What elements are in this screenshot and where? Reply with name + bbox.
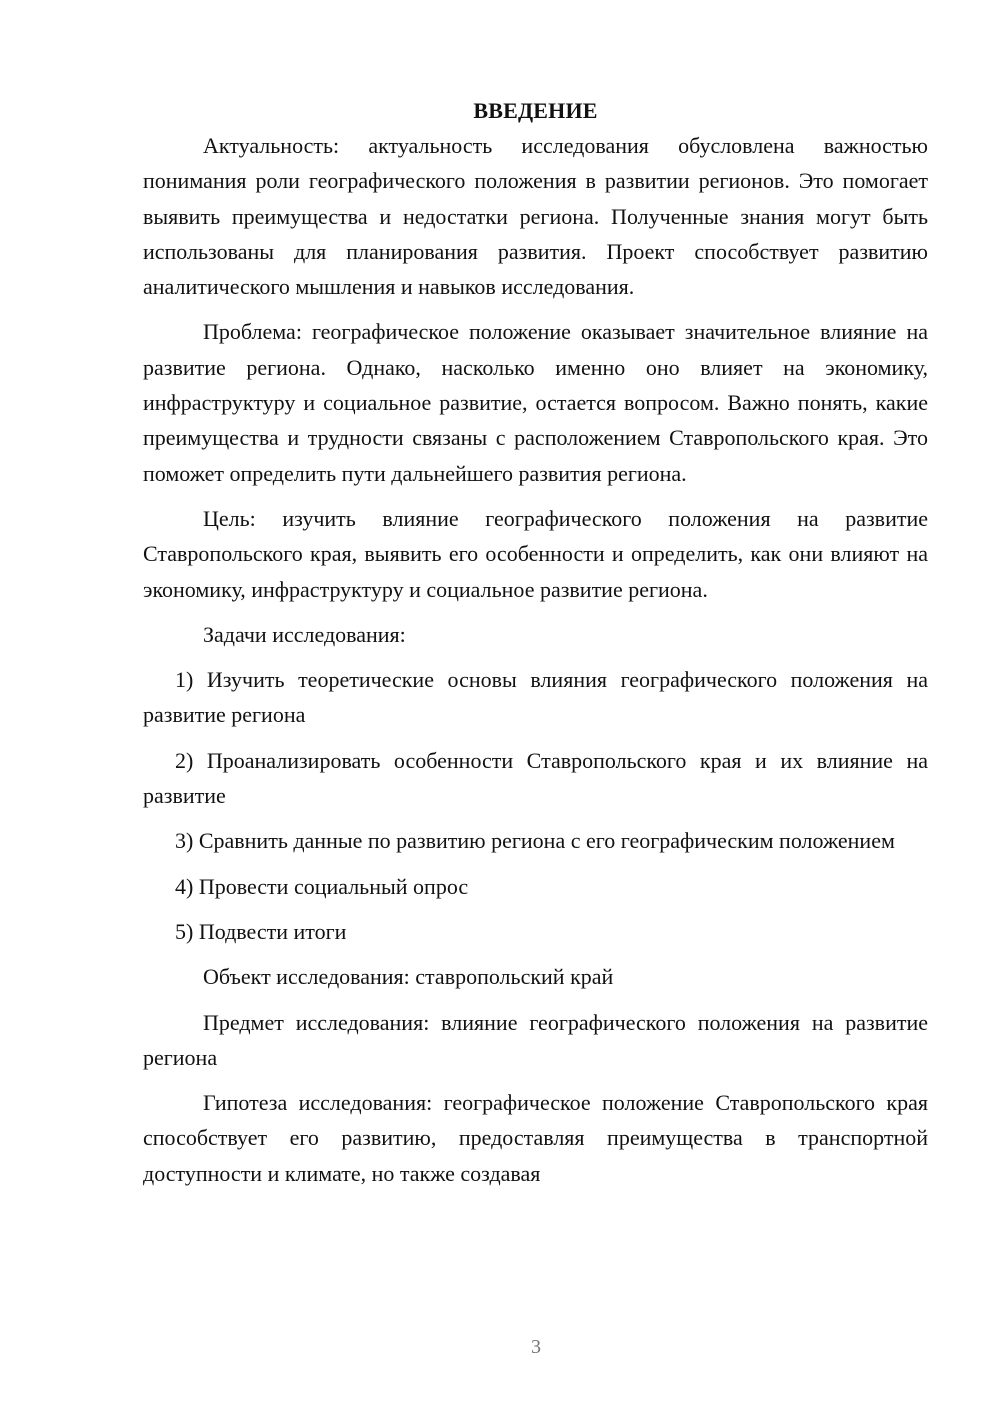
- task-item-3: 3) Сравнить данные по развитию региона с его географическим положением: [175, 828, 895, 854]
- task-item-1: 1) Изучить теоретические основы влияния географического положения на развитие региона: [143, 667, 928, 728]
- page-number: 3: [531, 1336, 541, 1358]
- task-item-2: 2) Проанализировать особенности Ставропольского края и их влияние на развитие: [143, 747, 928, 809]
- problem-paragraph: Проблема: географическое положение оказывает значительное влияние на развитие региона. Однако, насколько именно оно влияет на экономику, инфраструктуру и социальное развитие, остается вопросом. Важно понять, какие преимущества и трудности связаны с расположением Ставропольского края. Это поможет определить пути дальнейшего развития региона.: [143, 319, 928, 486]
- goal-paragraph: Цель: изучить влияние географического положения на развитие Ставропольского края, выявить его особенности и определить, как они влияют на экономику, инфраструктуру и социальное развитие региона.: [143, 505, 928, 602]
- task-item-4: 4) Провести социальный опрос: [175, 873, 469, 899]
- subject-paragraph: Предмет исследования: влияние географического положения на развитие региона: [143, 1009, 928, 1070]
- hypothesis-paragraph: Гипотеза исследования: географическое положение Ставропольского края способствует его развитию, предоставляя преимущества в транспортной доступности и климате, но также создавая: [143, 1090, 928, 1186]
- task-item-5: 5) Подвести итоги: [175, 918, 347, 944]
- document-body: [143, 94, 928, 1191]
- section-heading: ВВЕДЕНИЕ: [473, 98, 598, 123]
- relevance-paragraph: Актуальность: актуальность исследования обусловлена важностью понимания роли географического положения в развитии регионов. Это помогает выявить преимущества и недостатки региона. Полученные знания могут быть использованы для планирования развития. Проект способствует развитию аналитического мышления и навыков исследования.: [143, 133, 928, 300]
- tasks-heading: Задачи исследования:: [203, 621, 406, 647]
- object-paragraph: Объект исследования: ставропольский край: [203, 964, 614, 990]
